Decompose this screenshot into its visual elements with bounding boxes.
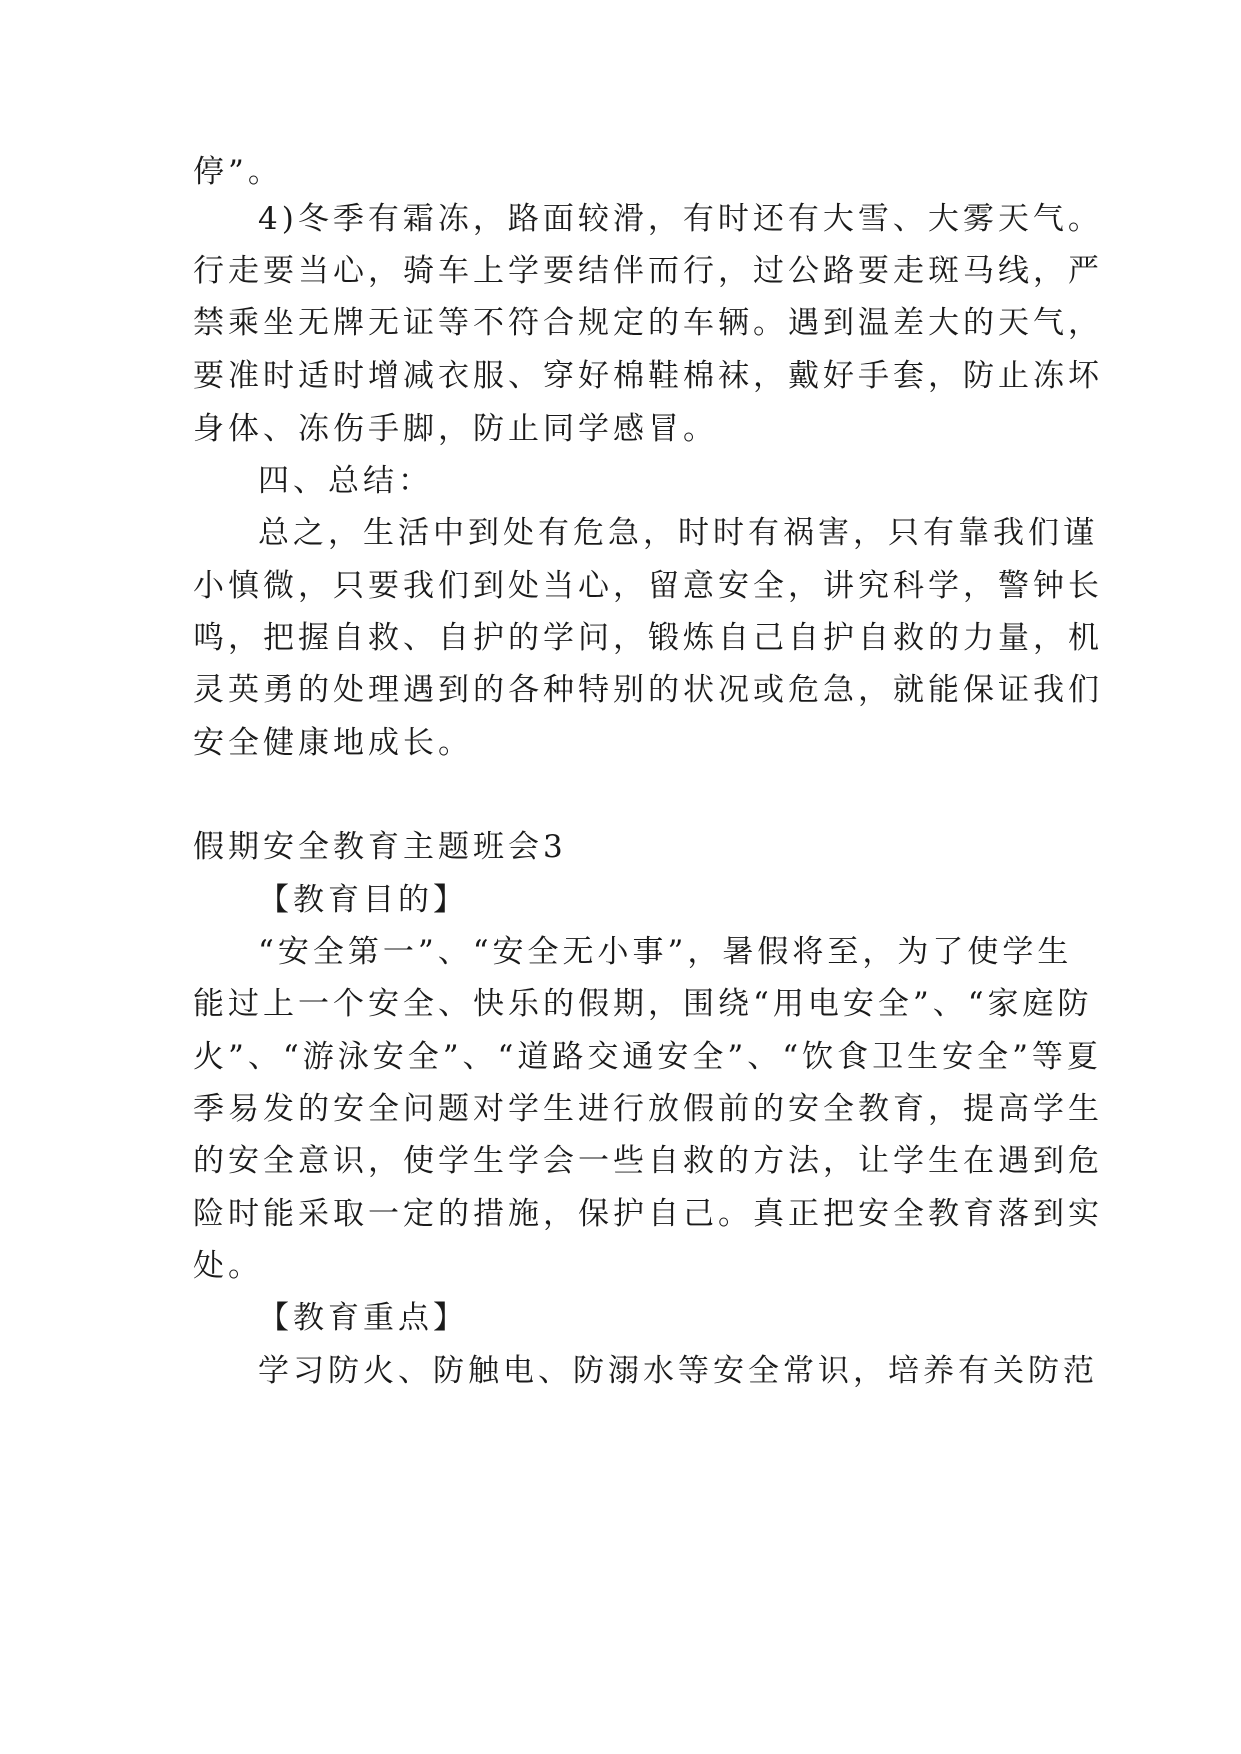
text-line: 能过上一个安全、快乐的假期，围绕“用电安全”、“家庭防 <box>193 986 1093 1022</box>
text-line: 处。 <box>193 1248 263 1284</box>
text-line: 学习防火、防触电、防溺水等安全常识，培养有关防范 <box>258 1353 1098 1389</box>
text-line: 险时能采取一定的措施，保护自己。真正把安全教育落到实 <box>193 1196 1103 1232</box>
text-line: 鸣，把握自救、自护的学问，锻炼自己自护自救的力量，机 <box>193 620 1103 656</box>
text-line: 身体、冻伤手脚，防止同学感冒。 <box>193 411 718 447</box>
text-line: 禁乘坐无牌无证等不符合规定的车辆。遇到温差大的天气， <box>193 305 1103 341</box>
text-line: 停”。 <box>193 154 283 190</box>
text-line: 灵英勇的处理遇到的各种特别的状况或危急，就能保证我们 <box>193 672 1103 708</box>
text-line: 小慎微，只要我们到处当心，留意安全，讲究科学，警钟长 <box>193 568 1103 604</box>
text-line: 行走要当心，骑车上学要结伴而行，过公路要走斑马线，严 <box>193 253 1103 289</box>
text-line: 安全健康地成长。 <box>193 725 473 761</box>
section-heading: 【教育目的】 <box>258 882 468 918</box>
text-line: 季易发的安全问题对学生进行放假前的安全教育，提高学生 <box>193 1091 1103 1127</box>
document-title: 假期安全教育主题班会3 <box>193 829 567 865</box>
section-heading: 四、总结： <box>258 463 433 499</box>
text-line: “安全第一”、“安全无小事”，暑假将至，为了使学生 <box>258 934 1073 970</box>
section-heading: 【教育重点】 <box>258 1300 468 1336</box>
text-line: 4)冬季有霜冻，路面较滑，有时还有大雪、大雾天气。 <box>258 201 1103 237</box>
text-line: 火”、“游泳安全”、“道路交通安全”、“饮食卫生安全”等夏 <box>193 1039 1102 1075</box>
text-line: 要准时适时增减衣服、穿好棉鞋棉袜，戴好手套，防止冻坏 <box>193 358 1103 394</box>
text-line: 的安全意识，使学生学会一些自救的方法，让学生在遇到危 <box>193 1143 1103 1179</box>
text-line: 总之，生活中到处有危急，时时有祸害，只有靠我们谨 <box>258 515 1098 551</box>
